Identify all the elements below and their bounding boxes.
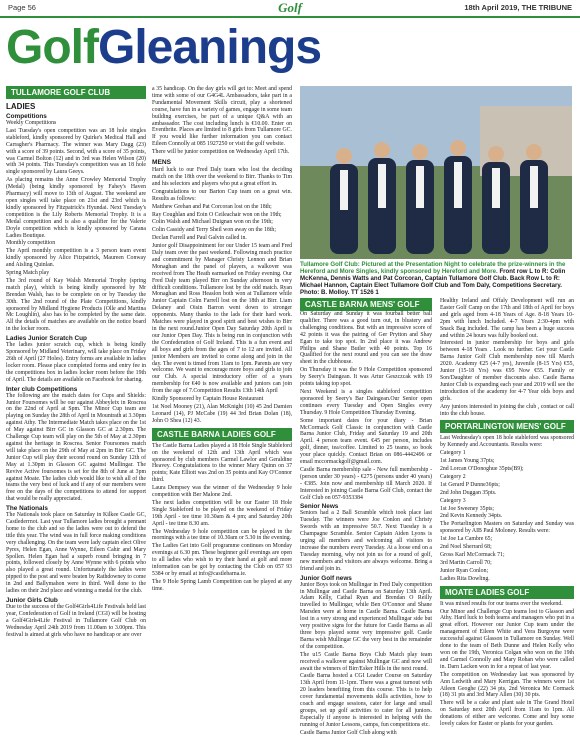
column-3 bbox=[300, 298, 432, 736]
photo-illustration bbox=[300, 86, 572, 259]
paragraph: The Wednesday 9 hole competition can be played in the mornings with a tee time of 10.30am or 5.30 in the evening. bbox=[152, 528, 292, 542]
subhead-ladies: LADIES bbox=[6, 102, 36, 111]
paragraph: Category 3 bbox=[440, 497, 466, 504]
paragraph: Castle Barna hosted a CGI Leader Course on Saturday 13th April from 11-1pm. There was a great turnout with 20 leaders benefiting from this course. This is to help cover fundamental movements skills activities, how to coach and engage sessions, cater for large and small groups, set up golf activities to cater for all juniors. Especially if anyone is interested in helping with the running of Junior Lessons, camps, fun competitions etc. bbox=[300, 673, 432, 728]
heading-junior-girls: Junior Girls Club bbox=[6, 597, 58, 604]
paragraph: Matthew Grehan and Pat Corcoran lost on the 18th; bbox=[152, 203, 272, 210]
paragraph: Ray Coughlan and Eoin O Ceileachair won on the 19th; bbox=[152, 211, 282, 218]
paragraph: Last Wednesday's open 18 hole stableford was sponsored by Kennedy and Accountants. Results were: bbox=[440, 435, 574, 449]
paragraph: 1st Noel Mooney (21), Alan McKnight (10) 45 2nd Damien Leonard (14), PJ McCabe (19) 44 3rd Brian Dolan (18), John O Shea (12) 43. bbox=[152, 403, 292, 424]
paragraph: Seniors had a 2 Ball Scramble which took place last Tuesday. The winners were Joe Conlon and Christy Swords with an impressive 50.7. Next Tuesday is a Champagne Scramble. Senior Captain Aiden Lyons is urging all members and welcoming all visitors to increase the numbers every Tuesday. At a loose end on a Tuesday morning, why not join us for a round of golf, new members and visitors are always welcome. Bring a friend and join in. bbox=[300, 510, 432, 572]
paragraph: There will be a cake and plant sale in The Grand Hotel on Saturday next 20th April from 11am to 1pm. All donations of either are welcome. Come and buy some lovely cakes for Easter or plants for your garden. bbox=[440, 700, 574, 728]
paragraph: Category 2 bbox=[440, 473, 466, 480]
heading-inter-club: Inter club Competitions bbox=[6, 385, 78, 393]
paragraph: Category 1 bbox=[440, 450, 466, 457]
caption-rest: Front row L to R: Colin McKenna, Dennis Watts and Pat Corcoran, Captain Tullamore Golf Club. Back Row L to R: Michael Hannon, Captain Elect Tullamore Golf Club and Tom Daly, Competitions Secretary. Photo: B. Molloy. TT 1526 1 bbox=[300, 268, 566, 297]
paragraph: The Nationals took place on Saturday in Kilkee Castle GC, Castlederrnot. Last year Tullamore ladies brought a pennant home to the club and so the ladies were out to defend the title this year. The wind was in full force making conditions very challenging. On the team were lady captain elect Olive Pyres, Helen Egan, Anne Wynne, Eileen Cahir and Mary Spollen. Helen Egan had a superb round bringing in 7 points, followed closely by Anne Wynne with 6 points who also played a great round. Unfortunately the ladies were pipped to the post and were beaten by Rathdowney to come in 2nd and Ballymahon were in third. Well done to the ladies on their 2nd place and winning a medal for the club. bbox=[6, 512, 146, 595]
heading-nationals: The Nationals bbox=[6, 505, 48, 513]
paragraph: The Castle Barna Ladies played a 18 Hole Single Stableford on the weekend of 12th and 13th April which was sponsored by club members Carmel Lawlor and Geraldine Heavey. Congratulations to the winner Mary Quinn on 37 points; Kate Elliott was 2nd on 35 points and Kay O'Connor third. bbox=[152, 442, 292, 484]
paragraph: Castle Barna membership sale - New full membership - (person under 30 years) - €275 (persons under 40 years) - €385. Join now and membership till March 2020. If Interested in joining Castle Barna Golf Club, contact the Golf Club on 057-9353384 bbox=[300, 466, 432, 501]
paragraph: Junior golf Disappointment for our Under 15 team and Fred Daly team over the past weekend. Following much practice and commitment by Manager Christy Lennon and Brian Monaghan and the panel of players, a walkover was received from The Heath earmarked on Friday evening. Our Fred Daly team played Birr on Sunday afternoon in very difficult conditions. Tullamore lost by the odd match. Ryan Monaghan and Ross Heaslon both won at Tullamore while Junior Captain Colm Farrell lost on the 18th at Birr. Liam Delaney and Oisin Barron went down to stronger opponents. Many thanks to the lads for their hard work. Matches were played in good spirit and best wishes to Birr in the next round.Junior Open Day Saturday 20th April is our Junior Open Day. This is being run in conjunction with the Confederation of Golf Ireland. This is a fun event and all boys and girls from the ages of 7 to 12 are invited. All junior Members are invited to come along and join in the day. The event is timed from 11am to 1pm. Parents are very welcome. We want to encourage more boys and girls to join our Club. A special introductory offer of a years membership for €40 is now available and juniors can join from the age of 7.Competition Results 13th 14th April bbox=[152, 243, 292, 395]
heading-junior-golf-news: Junior Golf news bbox=[300, 574, 352, 582]
heading-junior-scratch-cup: Ladies Junior Scratch Cup bbox=[6, 335, 87, 343]
paragraph: Colin Walsh and Michael Duignan won on the 19th; bbox=[152, 219, 273, 226]
paragraph: Congratulations to our Barton Cup team on a great win. Results as follows: bbox=[152, 188, 292, 202]
paragraph: 1st James Young 37pts; bbox=[440, 458, 495, 465]
paragraph: 2nd Noel Sherrard 68; bbox=[440, 544, 492, 551]
paragraph: The Portarlington Masters on Saturday and Sunday was sponsored by AIB Paul Moloney. Results were: bbox=[440, 521, 574, 535]
paragraph: Laura Dempsey was the winner of the Wednesday 9 hole competition with Ber Malone 2nd. bbox=[152, 485, 292, 499]
issue-date: 18th April 2019, THE TRIBUNE bbox=[464, 3, 572, 12]
paragraph: The 9 Hole Spring Lamb Competition can be played at any time. bbox=[152, 578, 292, 592]
paragraph: Gross Karl McCormack 71; bbox=[440, 552, 505, 558]
paragraph: As placing remains the Anne Crowley Memorial Trophy (Medal) (being kindly sponsored by Fahey's Haven Pharmacy) will move to 13th of August. The weekend are open singles will take place on 21st and 23rd which is kindly sponsored by Fitzpatrick's Hyundai. Next Tuesday's competition is the Lily Roberts Memorial Trophy. It is a Medal competition and is also a qualifier for the Valerie Doyle competition which is kindly sponsored by Carana Ladies Boutique. bbox=[6, 177, 146, 239]
paragraph: The Ladies Get into Golf programme continues on Monday evenings at 6.30 pm. These beginner golf evenings are open to all ladies who wish to try their hand at golf and more information can be got by contacting the Club on 057 93 5384 or by email at info@castlebarna.ie. bbox=[152, 543, 292, 577]
paragraph: Next Weekend is a singles stableford competition sponsored by Seery's Bar Daingean.Our Senior open continues every Tuesday and Open Singles every Thursday. 9 Hole Competition Thursday Evening. bbox=[300, 388, 432, 416]
paragraph: The competition on Wednesday last was sponsored by Ann Ledwith and Mary Kerrigan. The winners were 1st Aileen Geoghe (22) 34 pts, 2nd Veronica Mc Cormack (18) 31 pts and 3rd Mary Allen (30) 30 pts. bbox=[440, 671, 574, 699]
paragraph: Hard luck to our Fred Daly team who lost the deciding match on the 18th over the weekend to Birr. Thanks to Tim and his selectors and players who put a great effort in. bbox=[152, 167, 292, 187]
paragraph: The April monthly competition is a 3 person team event kindly sponsored by Alice Fitzpatrick, Maureen Conway and Aisling Quinlan. bbox=[6, 248, 146, 269]
paragraph: Kindly Sponsored by Captain House Restaurant bbox=[152, 396, 264, 403]
paragraph: Healthy Ireland and Offaly Development will run an Easter Golf Camp on the 17th and 18th of April for boys and girls aged from 4-18 Years of Age. 8-18 Years 10-2pm with lunch Included. 4-7 Years 2:30-4pm with Snack Bag included. The camp has been a huge success and within 24 hours was fully booked out. bbox=[440, 298, 574, 339]
section-head-moate: MOATE LADIES GOLF bbox=[440, 586, 574, 599]
paragraph: The u15 Castle Barna Boys Club Match play team received a walkover against Mullingar GC and now will await the winners of Birr/Esker Hills in the next round. bbox=[300, 651, 432, 672]
page-header bbox=[0, 0, 580, 18]
paragraph: Any juniors interested in joining the club , contact or call into the club house. bbox=[440, 403, 574, 417]
photo-caption bbox=[300, 261, 572, 296]
heading-senior-news: Senior News bbox=[300, 503, 339, 511]
paragraph: Castle Barna Junior Golf Club along with bbox=[300, 729, 397, 736]
paragraph: On Thursday it was the 9 Hole Competition sponsored by Seery's Daingean. It was Artur Geszczcak with 19 points taking top spot. bbox=[300, 367, 432, 388]
paragraph: It was mixed results for our teams over the weekend. bbox=[440, 600, 563, 607]
paragraph: The 3rd round of Kay Walsh Memorial Trophy (spring match play), which is being kindly sponsored by Mr Brendan Walsh, has to be complete on or by Tuesday the 30th. The 2nd round of the Plate Competitions, kindly sponsored by Midland Hygiene Products (Olle and Martina Mc Loughlin), also has to be completed by the same date. All the details of matches are available on the notice board in the locker room. bbox=[6, 277, 146, 333]
paragraph: On Saturday and Sunday it was fourball better ball qualifier. There was a good turn out, in blustery and challenging conditions. But with an impressive score of 42 points it was the pairing of Ger Prytton and Shay Egan to take top spot. In 2nd place it was Andrew Philips and Shane Butler with 40 points. Top 16 Qualified for the next round and you can see the draw sheet in the clubhouse. bbox=[300, 311, 432, 366]
paragraph: Ladies Rita Dowling. bbox=[440, 575, 490, 582]
paragraph: a 35 handicap. On the day girls will get to: Meet and spend time with some of our G4G4L Ambassadors, take part in a Fundamental Movement Skills circuit, play a shortened course, have fun in a variety of games, engage in some team building exercises, be part of a unique Q&A with an ambassador. The cost including lunch is €10.00. Enter on Eventbrite. Places are limited to 8 girls from Tullamore GC. If you would like further information you can contact Eileen Connolly at 085 1927250 or visit the golf website. bbox=[152, 86, 292, 148]
heading-competitions: Competitions bbox=[6, 113, 47, 120]
page-number: Page 56 bbox=[8, 3, 36, 12]
paragraph: The ladies junior scratch cup, which is being kindly Sponsored by Midland Veterinary, will take place on Friday 26th of April (27 Holes). Entry forms are available in ladies locker room. Please place completed forms and entry fee in the competitions box in ladies locker room before the 19th of April. The details are available on Facebook for sharing. bbox=[6, 342, 146, 383]
paragraph: The following are the match dates for Cups and Shields: Junior Foursomes will be our against Abbeyleix in Roscrea on the 22nd of April at Spm. The Minor Cup team are playing on Sunday the 28th of April in Mountrath at 3.30pm against Athy. The Intermediate Match takes place on the 1st of May against Birr GC in Glasson GC at 2.30pm. The Challenge Cup team will play on the 5th of May at 2.30pm against the heritage in Roscrea. Senior Foursomes match will take place on the 29th of May at 2pm in Birr GC. The Junior Cup will play their second round on Sunday 12th of May at 1.30pm in Glasson GC against Mullingar. The Revive Active foursomes is set for the 8th of June at 3pm against Moate. The ladies club would like to wish all of the teams the very best of luck and if any of our members were free on the days of the competitions to attend for support that would be really appreciated. bbox=[6, 392, 146, 503]
paragraph: Colin Cassidy and Terry Sheil won away on the 18th; bbox=[152, 227, 276, 234]
section-head-castle-barna-ladies: CASTLE BARNA LADIES GOLF bbox=[152, 428, 292, 441]
section-head-tullamore: TULLAMORE GOLF CLUB bbox=[6, 86, 146, 99]
paragraph: Weekly Competitions bbox=[6, 120, 57, 126]
section-head-castle-barna-mens: CASTLE BARNA MENS' GOLF bbox=[300, 298, 432, 311]
paragraph: Last Tuesday's open competition was an 18 hole singles stableford, kindly sponsored by Quirke's Medical Hall and Carragher's Pharmacy. The winner was Mary Dagg (23) with a score of 39 points. Second, with a score of 35 points, was Carmel Bolton (12) and in 3rd was Helen Wilson (20) with 34 points. This Tuesday's competition was an 18 hole single sponsored by Laura Geeys. bbox=[6, 127, 146, 176]
section-label: Golf bbox=[278, 0, 302, 15]
paragraph: Interested in junior membership for boys and girls between 4-18 Years . Look no further. Get your Castle Barna Junior Golf Club membership now till March 2020. Academy €25 (4-7 yrs), Juvenile (8-15 Yrs) €55, Junior (15-18 Yrs) was €95 Now €55. Family or Son/Daughter of member discounts also. Castle Barna Junior Club is expanding each year and 2019 will see the introduction of the academy for 4-7 Year olds boys and girls. bbox=[440, 340, 574, 402]
paragraph: 1st Joe La Cambre 65; bbox=[440, 536, 493, 543]
paragraph: 2nd John Duggan 35pts. bbox=[440, 489, 497, 496]
caption-lead: Tullamore Golf Club: Pictured at the Presentation Night to celebrate the prize-winners in the Hereford and More Singles, kindly sponsored by Hereford and More. bbox=[300, 261, 566, 276]
column-2 bbox=[152, 86, 292, 731]
paragraph: Due to the success of the Golf4Girls4Life Festivals held last year, Confederation of Golf in Ireland (CGI) will be hosting a Golf4Girls4Life Festival in Tullamore Golf Club on Wednesday April 24th 2019 from 11.00am to 3.00pm. This festival is aimed at girls who have no handicap or are over bbox=[6, 604, 146, 638]
paragraph: Declan Farrell and Paul Galvin called in. bbox=[152, 235, 247, 242]
paragraph: Our Minor and Challenge Cup teams lost to Glasson and Athy. Hard luck to both teams and managers who put in a great effort. However our Junior Cup team under the management of Eileen White and Vera Burgoyne were successful against Glasson in Tullamore on Sunday. Well done to the team of Beth Dunne and Helen Kelly who won on the 19th, Veronica Colgan who won on the 19th and Carmel Connolly and Mary Rohan who were called in. Darn Lacken won in for a repeat of last year. bbox=[440, 608, 574, 670]
section-head-portarlington: PORTARLINGTON MENS' GOLF bbox=[440, 420, 574, 433]
paragraph: 2nd Lorcan O'Donoghue 35pts(B9); bbox=[440, 466, 524, 473]
column-4 bbox=[440, 298, 574, 731]
paragraph: Junior Ryan Conlon; bbox=[440, 567, 489, 574]
paragraph: 1st Joe Sweeney 35pts; bbox=[440, 505, 494, 512]
masthead-gleanings: Gleanings bbox=[97, 21, 322, 74]
paragraph: There will be junior competition on Wednesday April 17th. bbox=[152, 149, 290, 156]
column-1 bbox=[6, 86, 146, 731]
subhead-mens: MENS bbox=[152, 159, 172, 167]
paragraph: 1st Gerard P Dunne36pts; bbox=[440, 481, 500, 488]
paragraph: Junior Boys took on Mullingar in Fred Daly competition in Mullingar and Castle Barna on Saturday 13th April. Adam Kelly, Cathal Ryan and Brendan O Reilly travelled to Mullingar, while Ben O'Connor and Shane Marsden were at home in Castle Barna. Castle Barna lost in a very strong and experienced Mullingar side but very positive signs for the future for Castle Barna as all three boys played some very impressive golf. Castle Barna wish Mullingar GC the very best in the remainder of the competition. bbox=[300, 581, 432, 650]
team-photo bbox=[300, 86, 572, 259]
paragraph: Some important dates for your diary - Brian McCormack Golf Classic in conjunction with Castle Barna Junior Club, Friday and Saturday 19 and 20th April. 4 person team event. €45 per person, includes golf, dinner, tea/coffee. Limited to 25 teams, so book your place quickly. Contact Brian on 086-4442496 or email mccormackgolf@gmail.com. bbox=[300, 417, 432, 466]
paragraph: 2nd Kevin Kennedy 34pts. bbox=[440, 513, 503, 520]
paragraph: The next ladies competition will be our Easter 18 Hole Single Stableford to be played on the weekend of Friday 19th April - tee time 10.30am & 4 pm; and Saturday 20th April - tee time 8.30 am. bbox=[152, 499, 292, 527]
paragraph: 3rd Martin Carroll 70; bbox=[440, 559, 492, 566]
masthead-title bbox=[6, 20, 574, 80]
paragraph: Spring Match play bbox=[6, 270, 50, 277]
masthead-golf: Golf bbox=[6, 21, 98, 74]
paragraph: Monthly competition bbox=[6, 240, 56, 247]
